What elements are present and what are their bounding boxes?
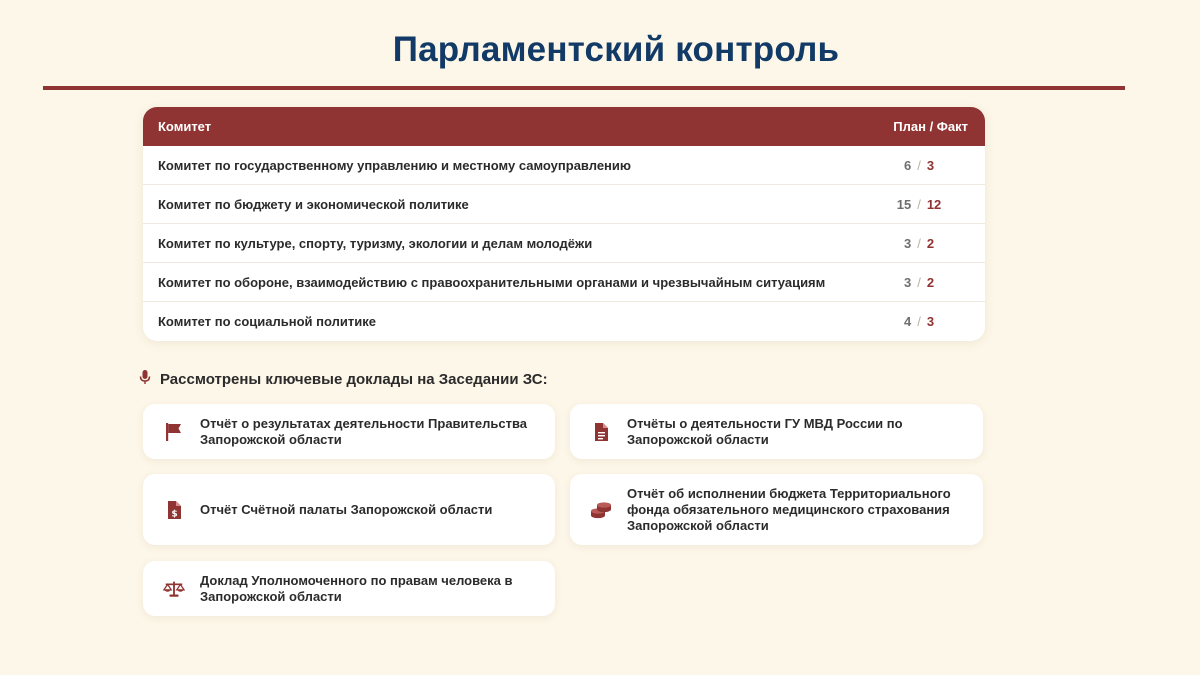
page-title: Парламентский контроль xyxy=(392,30,840,69)
report-card-text: Отчёт о результатах деятельности Правительства Запорожской области xyxy=(200,415,528,447)
committee-name: Комитет по бюджету и экономической политике xyxy=(158,196,469,212)
plan-fact-value xyxy=(889,314,949,329)
fact-value: 3 xyxy=(926,157,935,173)
plan-value: 4 xyxy=(903,314,912,329)
flag-icon xyxy=(163,421,185,443)
scales-icon xyxy=(163,578,185,600)
fact-value: 3 xyxy=(926,314,935,329)
plan-value: 3 xyxy=(903,235,912,251)
committee-name: Комитет по государственному управлению и местному самоуправлению xyxy=(158,157,632,173)
report-card xyxy=(143,561,555,616)
report-card xyxy=(570,474,983,545)
plan-value: 6 xyxy=(903,157,912,173)
report-card-text: Отчёты о деятельности ГУ МВД России по Запорожской области xyxy=(627,415,903,447)
svg-text:$: $ xyxy=(171,509,178,519)
invoice-dollar-icon xyxy=(163,499,185,521)
plan-fact-value xyxy=(889,275,949,290)
table-row xyxy=(143,185,985,224)
plan-fact-value xyxy=(889,236,949,251)
fact-value: 12 xyxy=(926,196,942,212)
reports-heading-text: Рассмотрены ключевые доклады на Заседании ЗС: xyxy=(160,370,548,388)
plan-fact-value xyxy=(889,158,949,173)
table-header xyxy=(143,107,985,146)
committee-name: Комитет по обороне, взаимодействию с правоохранительными органами и чрезвычайным ситуациям xyxy=(158,274,826,290)
document-icon xyxy=(590,421,612,443)
report-card xyxy=(143,474,555,545)
committee-name: Комитет по культуре, спорту, туризму, экологии и делам молодёжи xyxy=(158,235,593,251)
report-card xyxy=(570,404,983,459)
plan-fact-separator: / xyxy=(917,157,921,173)
report-card xyxy=(143,404,555,459)
report-card-text: Доклад Уполномоченного по правам человека в Запорожской области xyxy=(200,572,513,604)
plan-fact-value xyxy=(889,197,949,212)
report-card-text: Отчёт об исполнении бюджета Территориального фонда обязательного медицинского страхования Запорожской области xyxy=(627,485,951,533)
plan-fact-separator: / xyxy=(917,314,921,329)
table-row xyxy=(143,224,985,263)
plan-fact-separator: / xyxy=(917,235,921,251)
microphone-icon xyxy=(138,369,152,389)
header-committee: Комитет xyxy=(158,119,212,134)
header-plan-fact: План / Факт xyxy=(893,119,968,134)
report-card-text: Отчёт Счётной палаты Запорожской области xyxy=(200,501,493,517)
reports-heading xyxy=(138,369,548,389)
title-divider xyxy=(43,86,1125,90)
plan-fact-separator: / xyxy=(917,196,921,212)
plan-value: 3 xyxy=(903,274,912,290)
plan-fact-separator: / xyxy=(917,274,921,290)
committee-name: Комитет по социальной политике xyxy=(158,314,376,329)
fact-value: 2 xyxy=(926,235,935,251)
committee-table xyxy=(143,107,985,341)
fact-value: 2 xyxy=(926,274,935,290)
table-row xyxy=(143,302,985,341)
table-row xyxy=(143,146,985,185)
plan-value: 15 xyxy=(896,196,912,212)
coins-icon xyxy=(590,499,612,521)
table-row xyxy=(143,263,985,302)
